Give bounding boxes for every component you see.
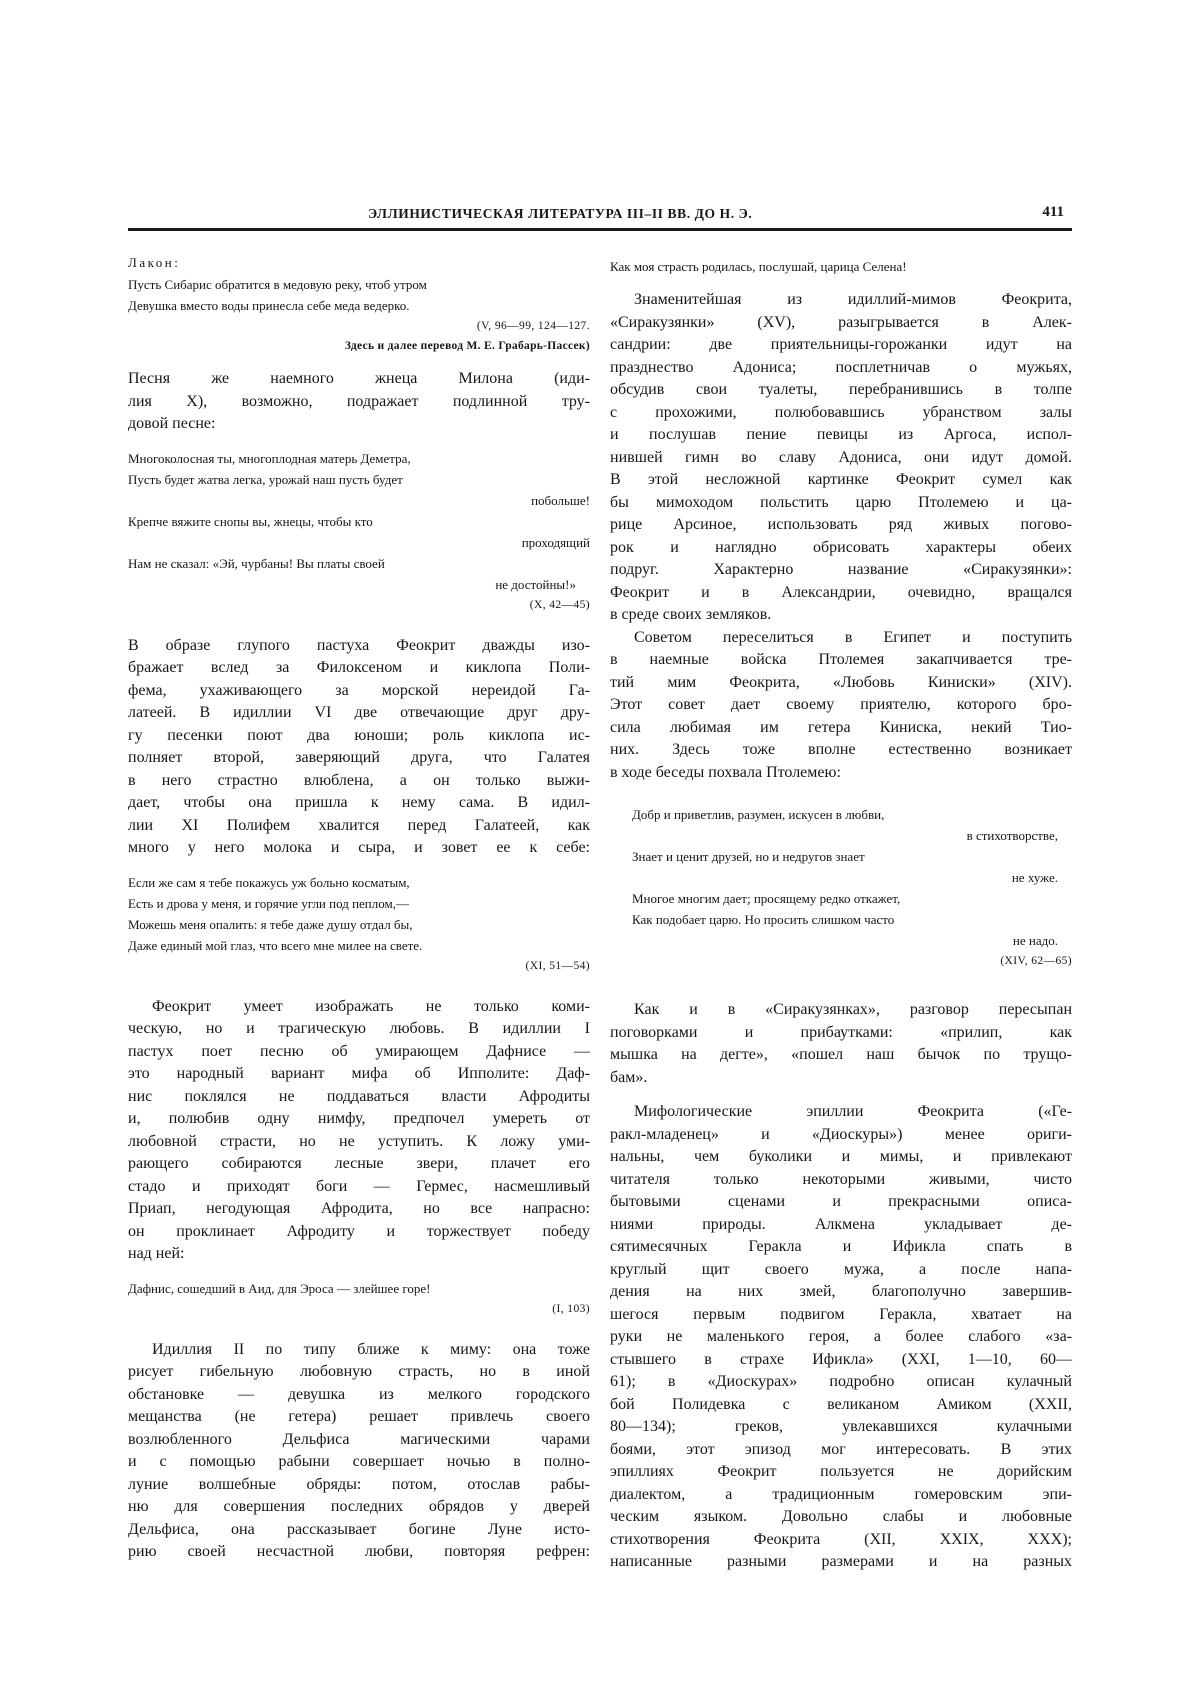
text-line: В этой несложной картинке Феокрит сумел как — [610, 471, 1072, 488]
verse-block — [128, 274, 590, 316]
text-line: шегося первым подвигом Геракла, хватает на — [610, 1305, 1072, 1323]
verse-line: проходящий — [521, 534, 590, 550]
text-line: эпиллиях Феокрит пользуется не дорийским — [610, 1463, 1072, 1480]
text-line: бы мимоходом польстить царю Птолемею и ца- — [610, 493, 1072, 511]
text-line: и с помощью рабыни совершает ночью в полно- — [128, 1453, 590, 1470]
text-line: и послушав пение певицы из Аргоса, испол- — [610, 426, 1072, 443]
verse-line: не надо. — [1012, 933, 1058, 948]
left-column — [128, 252, 590, 1564]
verse-line: не достойны!» — [495, 576, 576, 592]
text-line: подруг. Характерно название «Сиракузянки»: — [610, 561, 1072, 578]
text-line: Советом переселиться в Египет и поступить — [634, 628, 1072, 646]
text-line: празднество Адониса; посплетничав о мужьях, — [610, 358, 1072, 376]
verse-line: Пусть Сибарис обратится в медовую реку, чтоб утром — [128, 277, 427, 292]
text-line: дения на них змей, благополучно завершив- — [610, 1283, 1072, 1300]
verse-line: Пусть будет жатва легка, урожай наш пусть будет — [128, 471, 403, 487]
verse-block — [128, 448, 590, 595]
verse-line: Как подобает царю. Но просить слишком часто — [632, 912, 895, 927]
text-line: над ней: — [128, 1245, 185, 1262]
citation: (XIV, 62—65) — [1000, 955, 1072, 967]
text-line: это народный вариант мифа об Ипполите: Даф- — [128, 1065, 590, 1082]
text-line: тий мим Феокрита, «Любовь Киниски» (XIV). — [610, 673, 1072, 691]
text-line: рице Арсиное, использовать ряд живых погово- — [610, 516, 1072, 533]
text-line: рающего собираются лесные звери, плачет его — [128, 1155, 590, 1172]
paragraph — [128, 368, 590, 436]
text-line: ниями природы. Алкмена укладывает де- — [610, 1215, 1072, 1233]
text-line: рию своей несчастной любви, повторяя рефрен: — [128, 1543, 590, 1560]
paragraph — [128, 635, 590, 860]
text-line: «Сиракузянки» (XV), разыгрывается в Алек- — [610, 313, 1072, 331]
text-line: в среде своих земляков. — [610, 606, 772, 623]
verse-line: Если же сам я тебе покажусь уж больно косматым, — [128, 874, 410, 890]
text-line: нальны, чем буколики и мимы, и привлекают — [610, 1148, 1072, 1165]
verse-line: Девушка вместо воды принесла себе меда ведерко. — [128, 298, 410, 313]
text-line: и, полюбив одну нимфу, предпочел умереть от — [128, 1110, 590, 1127]
page-number: 411 — [1042, 204, 1064, 220]
text-line: Приап, негодующая Афродита, но все напрасно: — [128, 1200, 590, 1217]
text-line: возлюбленного Дельфиса магическими чарами — [128, 1430, 590, 1448]
text-line: руки не маленького героя, а более слабого «за- — [610, 1328, 1072, 1345]
verse-line: Крепче вяжите снопы вы, жнецы, чтобы кто — [128, 513, 373, 529]
text-line: в ходе беседы похвала Птолемею: — [610, 763, 841, 781]
verse-block — [610, 804, 1072, 951]
verse-line: Дафнис, сошедший в Аид, для Эроса — злейшее горе! — [128, 1280, 431, 1296]
text-line: мещанства (не гетера) решает привлечь своего — [128, 1408, 590, 1425]
text-line: боями, этот эпизод мог интересовать. В этих — [610, 1440, 1072, 1458]
text-line: 80—134); греков, увлекавшихся кулачными — [610, 1418, 1072, 1435]
verse-block — [610, 256, 1072, 277]
citation: (V, 96—99, 124—127. — [476, 320, 590, 332]
text-line: полняет второй, заверяющий друга, что Галатея — [128, 749, 590, 766]
paragraph — [610, 999, 1072, 1089]
text-line: стадо и приходят боги — Гермес, насмешливый — [128, 1177, 590, 1195]
text-line: сятимесячных Геракла и Ификла спать в — [610, 1238, 1072, 1255]
verse-line: Добр и приветлив, разумен, искусен в любви, — [632, 807, 885, 822]
text-line: диалектом, а традиционным гомеровским эпи- — [610, 1485, 1072, 1503]
text-line: сила любимая им гетера Киниска, некий Тио- — [610, 718, 1072, 736]
text-line: обстановке — девушка из мелкого городского — [128, 1385, 590, 1403]
right-column — [610, 256, 1072, 1574]
translator-note: Здесь и далее перевод М. Е. Грабарь-Пассек) — [344, 340, 590, 352]
text-line: гу песенки поют два юноши; роль киклопа ис- — [128, 726, 590, 744]
text-line: обсудив свои туалеты, перебранившись в толпе — [610, 381, 1072, 398]
text-line: фема, ухаживающего за морской нереидой Га- — [128, 681, 590, 699]
text-line: бой Полидевка с великаном Амиком (XXII, — [610, 1395, 1072, 1413]
text-line: Как и в «Сиракузянках», разговор пересыпан — [634, 1001, 1072, 1018]
verse-line: Нам не сказал: «Эй, чурбаны! Вы платы своей — [128, 555, 385, 571]
text-line: поговорками и прибаутками: «прилип, как — [610, 1023, 1072, 1041]
paragraph — [610, 627, 1072, 785]
text-line: Песня же наемного жнеца Милона (иди- — [128, 370, 590, 387]
text-line: рок и наглядно обрисовать характеры обеих — [610, 538, 1072, 556]
verse-line: Есть и дрова у меня, и горячие угли под пеплом,— — [128, 895, 409, 911]
text-line: сандрии: две приятельницы-горожанки идут на — [610, 336, 1072, 353]
text-line: них. Здесь тоже вполне естественно возникает — [610, 741, 1072, 758]
text-line: бражает вслед за Филоксеном и киклопа Поли- — [128, 659, 590, 676]
text-line: рисует гибельную любовную страсть, но в иной — [128, 1363, 590, 1380]
verse-line: побольше! — [531, 492, 590, 508]
text-line: бытовыми сценами и прекрасными описа- — [610, 1193, 1072, 1210]
text-line: нис поклялся не поддаваться власти Афродиты — [128, 1087, 590, 1105]
text-line: дает, чтобы она пришла к нему сама. В идил- — [128, 794, 590, 811]
text-line: нившей гимн во славу Адониса, они идут домой. — [610, 448, 1072, 466]
text-line: в наемные войска Птолемея закапчивается тре- — [610, 651, 1072, 668]
text-line: мышка на дегте», «пошел наш бычок по трущо- — [610, 1046, 1072, 1063]
text-line: 61); в «Диоскурах» подробно описан кулачный — [610, 1373, 1072, 1390]
text-line: ню для совершения последних обрядов у дверей — [128, 1498, 590, 1515]
citation: (I, 103) — [552, 1302, 590, 1315]
text-line: лии XI Полифем хвалится перед Галатеей, как — [128, 816, 590, 834]
paragraph — [128, 996, 590, 1266]
text-line: лия X), возможно, подражает подлинной тру- — [128, 392, 590, 410]
text-line: Феокрит умеет изображать не только коми- — [152, 997, 590, 1015]
verse-line: Как моя страсть родилась, послушай, царица Селена! — [610, 259, 907, 274]
verse-line: в стихотворстве, — [966, 828, 1058, 843]
text-line: в него страстно влюблена, а он только выжи- — [128, 771, 590, 789]
verse-line: Можешь меня опалить: я тебе даже душу отдал бы, — [128, 916, 413, 932]
paragraph — [610, 289, 1072, 627]
text-line: ческую, но и трагическую любовь. В идиллии I — [128, 1020, 590, 1037]
paragraph — [128, 1339, 590, 1564]
text-line: луние волшебные обряды: потом, отослав рабы- — [128, 1475, 590, 1493]
speaker-label: Лакон: — [128, 255, 181, 270]
text-line: с прохожими, полюбовавшись убранством залы — [610, 403, 1072, 421]
verse-block — [128, 872, 590, 956]
text-line: Мифологические эпиллии Феокрита («Ге- — [634, 1103, 1072, 1120]
text-line: Знаменитейшая из идиллий-мимов Феокрита, — [634, 291, 1072, 308]
paragraph — [610, 1101, 1072, 1574]
text-line: стихотворения Феокрита (XII, XXIX, XXX); — [610, 1530, 1072, 1548]
text-line: довой песне: — [128, 415, 216, 432]
text-line: много у него молока и сыра, и зовет ее к себе: — [128, 839, 590, 856]
text-line: бам». — [610, 1068, 648, 1086]
text-line: Этот совет дает своему приятелю, которого бро- — [610, 696, 1072, 713]
text-line: ческим языком. Довольно слабы и любовные — [610, 1508, 1072, 1525]
text-line: ракл-младенец» и «Диоскуры») менее ориги- — [610, 1125, 1072, 1143]
citation: (XI, 51—54) — [525, 959, 590, 972]
text-line: круглый щит своего мужа, а после напа- — [610, 1260, 1072, 1278]
running-header — [128, 200, 1072, 230]
text-line: стывшего в страхе Ификла» (XXI, 1—10, 60— — [610, 1350, 1072, 1368]
text-line: Феокрит и в Александрии, очевидно, вращался — [610, 583, 1072, 601]
text-line: написанные разными размерами и на разных — [610, 1553, 1072, 1570]
text-line: читателя только некоторыми живыми, чисто — [610, 1170, 1072, 1188]
text-line: пастух поет песню об умирающем Дафнисе — — [128, 1042, 590, 1060]
text-line: Дельфиса, она рассказывает богине Луне исто- — [128, 1520, 590, 1538]
text-line: любовной страсти, но не уступить. К ложу уми- — [128, 1132, 590, 1150]
verse-line: Знает и ценит друзей, но и недругов знает — [632, 849, 865, 864]
verse-line: не хуже. — [1011, 870, 1058, 885]
citation: (X, 42—45) — [529, 598, 590, 611]
verse-line: Многоколосная ты, многоплодная матерь Деметра, — [128, 450, 411, 466]
running-title: ЭЛЛИНИСТИЧЕСКАЯ ЛИТЕРАТУРА III–II ВВ. ДО Н. Э. — [368, 206, 753, 221]
text-line: Идиллия II по типу ближе к миму: она тоже — [152, 1340, 590, 1358]
header-rule — [128, 228, 1072, 231]
text-line: В образе глупого пастуха Феокрит дважды изо- — [128, 636, 590, 654]
verse-block — [128, 1278, 590, 1299]
text-line: он проклинает Афродиту и торжествует победу — [128, 1222, 590, 1240]
verse-line: Даже единый мой глаз, что всего мне милее на свете. — [128, 937, 423, 953]
verse-line: Многое многим дает; просящему редко откажет, — [632, 891, 901, 906]
text-line: латеей. В идиллии VI две отвечающие друг дру- — [128, 704, 590, 721]
